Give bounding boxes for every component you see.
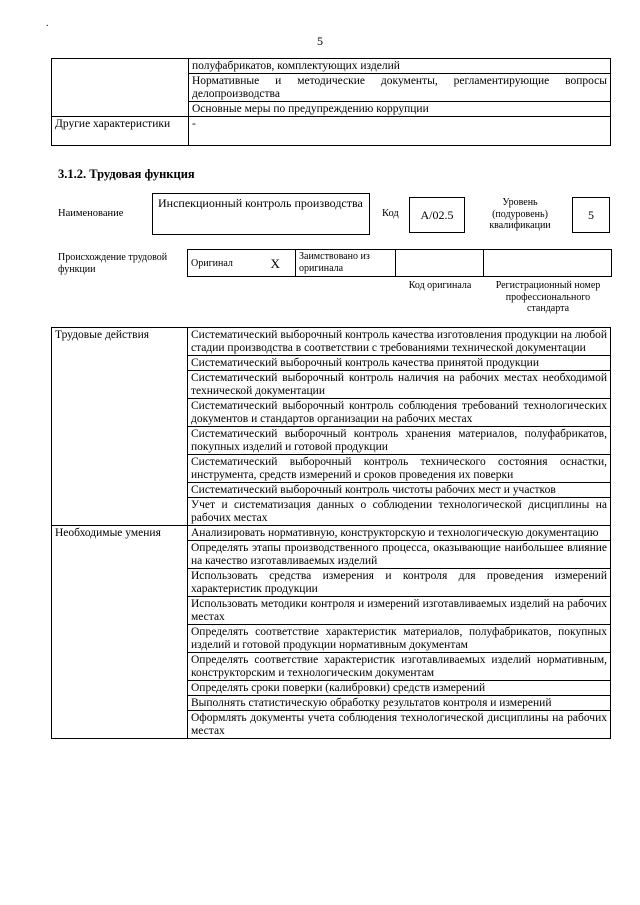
skill-item: Использовать методики контроля и измерений изготавливаемых изделий на рабочих местах [188, 597, 611, 625]
original-code-cell [396, 250, 484, 277]
original-mark: X [256, 250, 296, 277]
level-label: Уровень (подуровень) квалификации [489, 197, 551, 231]
original-label: Оригинал [188, 250, 256, 277]
actions-label: Трудовые действия [52, 328, 188, 526]
table-row [52, 117, 611, 146]
action-item: Систематический выборочный контроль наличия на рабочих местах необходимой технической документации [188, 371, 611, 399]
borrowed-label: Заимствовано из оригинала [296, 250, 396, 277]
knowledge-item: полуфабрикатов, комплектующих изделий [189, 59, 611, 74]
table-row [52, 59, 611, 74]
table-row [188, 250, 612, 277]
scan-mark: . [46, 18, 49, 29]
origin-label: Происхождение трудовой функции [58, 252, 168, 275]
action-item: Систематический выборочный контроль чистоты рабочих мест и участков [188, 483, 611, 498]
other-characteristics-label: Другие характеристики [52, 117, 189, 146]
skill-item: Оформлять документы учета соблюдения технологической дисциплины на рабочих местах [188, 711, 611, 739]
code-label: Код [382, 208, 399, 219]
action-item: Систематический выборочный контроль качества принятой продукции [188, 356, 611, 371]
table-row [52, 526, 611, 541]
code-caption: Код оригинала [408, 280, 472, 291]
skill-item: Анализировать нормативную, конструкторскую и технологическую документацию [188, 526, 611, 541]
skill-item: Определять этапы производственного процесса, оказывающие наибольшее влияние на качество изготавливаемых изделий [188, 541, 611, 569]
details-table [51, 327, 611, 739]
knowledge-item: Основные меры по предупреждению коррупции [189, 102, 611, 117]
origin-table [187, 249, 612, 277]
skill-item: Выполнять статистическую обработку результатов контроля и измерений [188, 696, 611, 711]
empty-label-cell [52, 59, 189, 117]
action-item: Систематический выборочный контроль соблюдения требований технологических документов и стандартов организации на рабочих местах [188, 399, 611, 427]
code-box: A/02.5 [409, 197, 465, 233]
table-row [52, 328, 611, 356]
action-item: Систематический выборочный контроль хранения материалов, полуфабрикатов, покупных изделий и готовой продукции [188, 427, 611, 455]
knowledge-table [51, 58, 611, 146]
name-label: Наименование [58, 208, 124, 219]
action-item: Учет и систематизация данных о соблюдении технологической дисциплины на рабочих местах [188, 498, 611, 526]
registration-number-cell [484, 250, 612, 277]
function-name-box: Инспекционный контроль производства [152, 193, 370, 235]
level-box: 5 [572, 197, 610, 233]
skill-item: Использовать средства измерения и контроля для проведения измерений характеристик продукции [188, 569, 611, 597]
skill-item: Определять соответствие характеристик изготавливаемых изделий нормативным, конструкторским и технологическим документам [188, 653, 611, 681]
action-item: Систематический выборочный контроль качества изготовления продукции на любой стадии производства в соответствии с требованиями технической документации [188, 328, 611, 356]
knowledge-item: Нормативные и методические документы, регламентирующие вопросы делопроизводства [189, 74, 611, 102]
skills-label: Необходимые умения [52, 526, 188, 739]
other-characteristics-value: - [189, 117, 611, 146]
section-title: 3.1.2. Трудовая функция [58, 167, 195, 181]
skill-item: Определять сроки поверки (калибровки) средств измерений [188, 681, 611, 696]
action-item: Систематический выборочный контроль технического состояния оснастки, инструмента, средств измерений и сроков проведения их поверки [188, 455, 611, 483]
registration-caption: Регистрационный номер профессионального стандарта [495, 280, 601, 314]
skill-item: Определять соответствие характеристик материалов, полуфабрикатов, покупных изделий и готовой продукции нормативным документам [188, 625, 611, 653]
page-number: 5 [317, 34, 323, 48]
